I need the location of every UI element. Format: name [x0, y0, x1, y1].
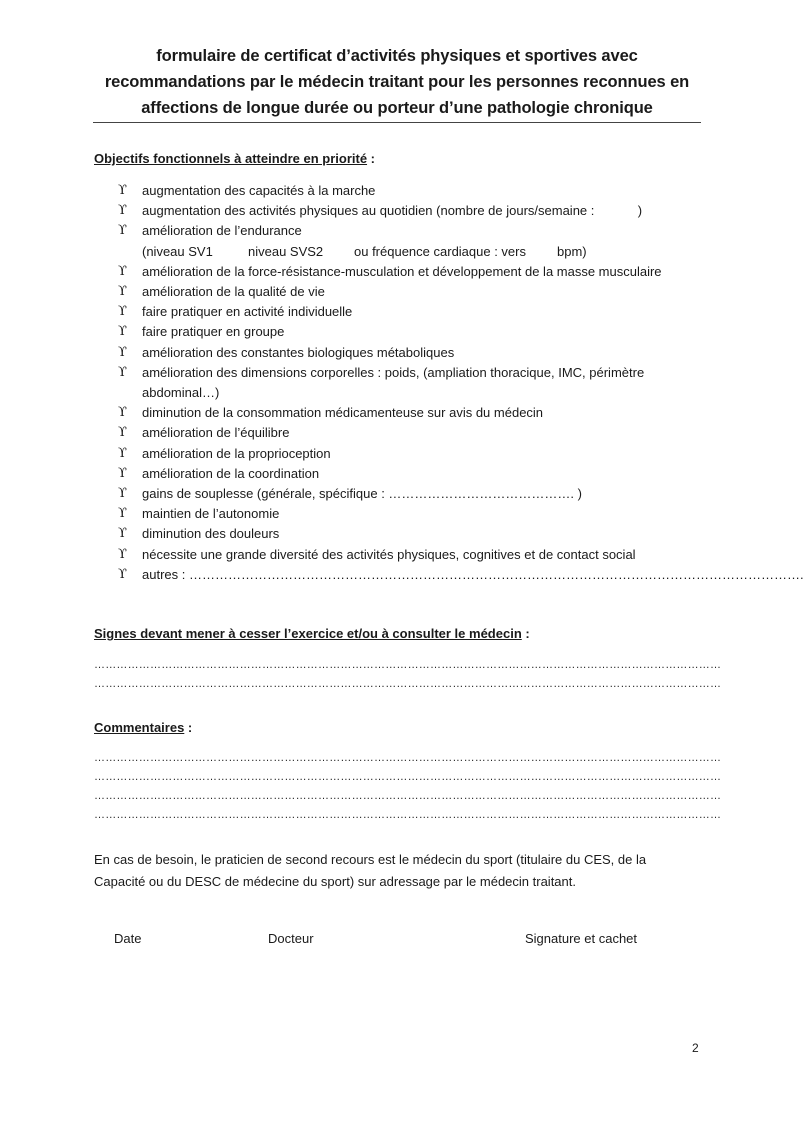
bullet-icon: ϒ	[118, 506, 127, 522]
bullet-icon: ϒ	[118, 203, 127, 219]
commentaires-line-3[interactable]: ……………………………………………………………………………………………………………………………………………………	[94, 790, 722, 802]
form-title	[95, 43, 699, 121]
commentaires-line-2[interactable]: ……………………………………………………………………………………………………………………………………………………	[94, 771, 722, 783]
list-item[interactable]: ϒ amélioration de la proprioception	[118, 444, 708, 464]
date-label: Date	[114, 931, 142, 946]
title-line-1: formulaire de certificat d’activités physiques et sportives avec	[156, 47, 638, 65]
list-item[interactable]: ϒ amélioration de l’endurance (niveau SV1 niveau SVS2 ou fréquence cardiaque : vers bpm)	[118, 221, 708, 261]
list-item[interactable]: ϒ augmentation des capacités à la marche	[118, 181, 708, 201]
signes-line-1[interactable]: ……………………………………………………………………………………………………………………………………………………	[94, 659, 722, 671]
docteur-label: Docteur	[268, 931, 314, 946]
bullet-icon: ϒ	[118, 546, 127, 562]
list-item[interactable]: ϒ autres : …………………………………………………………………………………………………………………………….	[118, 565, 708, 585]
list-item[interactable]: ϒ maintien de l’autonomie	[118, 504, 708, 524]
bullet-icon: ϒ	[118, 223, 127, 239]
list-item[interactable]: ϒ amélioration de l’équilibre	[118, 423, 708, 443]
list-item[interactable]: ϒ gains de souplesse (générale, spécifique : ……………………………………. )	[118, 484, 708, 504]
list-item[interactable]: ϒ nécessite une grande diversité des activités physiques, cognitives et de contact social	[118, 545, 708, 565]
page-number: 2	[692, 1041, 699, 1055]
bullet-icon: ϒ	[118, 304, 127, 320]
endurance-levels: (niveau SV1 niveau SVS2 ou fréquence cardiaque : vers bpm)	[142, 243, 587, 259]
bullet-icon: ϒ	[118, 364, 127, 380]
list-item[interactable]: ϒ faire pratiquer en groupe	[118, 322, 708, 342]
list-item[interactable]: ϒ augmentation des activités physiques au quotidien (nombre de jours/semaine : )	[118, 201, 708, 221]
commentaires-line-4[interactable]: ……………………………………………………………………………………………………………………………………………………	[94, 809, 722, 821]
signes-line-2[interactable]: ……………………………………………………………………………………………………………………………………………………	[94, 678, 722, 690]
list-item[interactable]: ϒ amélioration de la qualité de vie	[118, 282, 708, 302]
bullet-icon: ϒ	[118, 263, 127, 279]
objectifs-heading: Objectifs fonctionnels à atteindre en priorité :	[94, 151, 375, 166]
title-line-2: recommandations par le médecin traitant pour les personnes reconnues en	[104, 73, 690, 91]
title-line-3: affections de longue durée ou porteur d’une pathologie chronique	[141, 99, 653, 117]
list-item[interactable]: ϒ amélioration des constantes biologiques métaboliques	[118, 343, 708, 363]
list-item[interactable]: ϒ amélioration des dimensions corporelles : poids, (ampliation thoracique, IMC, périmètre abdominal…)	[118, 363, 708, 403]
second-recours-note: En cas de besoin, le praticien de second recours est le médecin du sport (titulaire du CES, de la Capacité ou du DESC de médecine du sport) sur adressage par le médecin traitant.	[94, 852, 647, 889]
bullet-icon: ϒ	[118, 344, 127, 360]
bullet-icon: ϒ	[118, 284, 127, 300]
bullet-icon: ϒ	[118, 445, 127, 461]
bullet-icon: ϒ	[118, 405, 127, 421]
list-item[interactable]: ϒ diminution de la consommation médicamenteuse sur avis du médecin	[118, 403, 708, 423]
list-item[interactable]: ϒ amélioration de la coordination	[118, 464, 708, 484]
bullet-icon: ϒ	[118, 566, 127, 582]
bullet-icon: ϒ	[118, 486, 127, 502]
objectifs-list	[118, 181, 804, 585]
title-divider	[93, 122, 701, 123]
list-item[interactable]: ϒ amélioration de la force-résistance-musculation et développement de la masse musculaire	[118, 262, 708, 282]
signes-heading: Signes devant mener à cesser l’exercice et/ou à consulter le médecin :	[94, 626, 530, 641]
bullet-icon: ϒ	[118, 183, 127, 198]
commentaires-line-1[interactable]: ……………………………………………………………………………………………………………………………………………………	[94, 752, 722, 764]
list-item[interactable]: ϒ diminution des douleurs	[118, 524, 708, 544]
bullet-icon: ϒ	[118, 324, 127, 340]
bullet-icon: ϒ	[118, 526, 127, 542]
dimensions-continuation: abdominal…)	[142, 385, 220, 401]
signature-cachet-label: Signature et cachet	[525, 931, 638, 946]
commentaires-heading: Commentaires :	[94, 720, 193, 735]
list-item[interactable]: ϒ faire pratiquer en activité individuelle	[118, 302, 708, 322]
bullet-icon: ϒ	[118, 465, 127, 481]
bullet-icon: ϒ	[118, 425, 127, 441]
